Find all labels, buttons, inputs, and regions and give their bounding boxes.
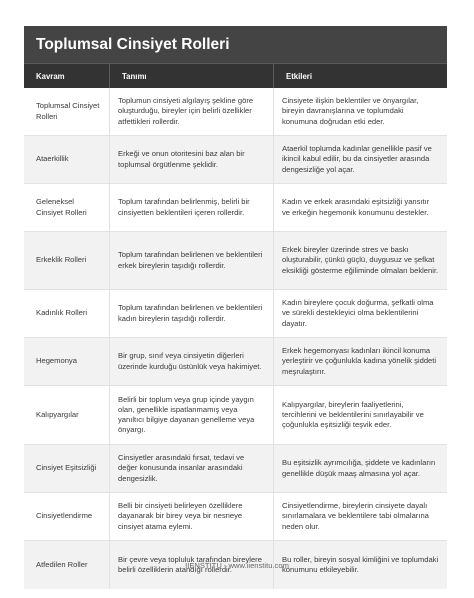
effect-cell: Kadın ve erkek arasındaki eşitsizliği yansıtır ve erkeğin hegemonik konumunu destekler. <box>282 197 430 217</box>
page-title: Toplumsal Cinsiyet Rolleri <box>24 26 447 63</box>
effect-cell: Bu eşitsizlik ayrımcılığa, şiddete ve kadınların genellikle düşük maaş almasına yol açar. <box>282 458 436 478</box>
definition-cell: Toplum tarafından belirlenen ve beklentileri erkek bireylerin taşıdığı rollerdir. <box>110 232 274 289</box>
table-card <box>24 26 447 589</box>
table-row <box>24 232 447 290</box>
definition-cell: Toplumun cinsiyeti algılayış şekline göre oluşturduğu, bireyler için belirli özellikler atfettikleri rollerdir. <box>110 88 274 135</box>
table-row <box>24 493 447 541</box>
term-cell: Ataerkillik <box>24 136 110 183</box>
table-row <box>24 136 447 184</box>
definition-cell: Toplum tarafından belirlenen ve beklentileri kadın bireylerin taşıdığı rollerdir. <box>110 290 274 337</box>
term-cell: Cinsiyet Eşitsizliği <box>24 445 110 492</box>
definition-cell: Bir çevre veya topluluk tarafından bireylere belirli özelliklerin atandığı rollerdir. <box>110 541 274 589</box>
table-body <box>24 88 447 589</box>
table-header <box>24 63 447 88</box>
footer-credit: IIENSTITU - www.iienstitu.com <box>185 561 289 570</box>
term-cell: Cinsiyetlendirme <box>24 493 110 540</box>
table-row <box>24 290 447 338</box>
definition-cell: Belirli bir toplum veya grup içinde yaygın olan, genellikle ispatlanmamış veya yanıltıcı bilgiye dayanan genelleme veya önyargı. <box>110 386 274 444</box>
effect-cell: Ataerkil toplumda kadınlar genellikle pasif ve ikincil kabul edilir, bu da cinsiyetler arasında dengesizliğe yol açar. <box>282 144 432 174</box>
term-cell: Kadınlık Rolleri <box>24 290 110 337</box>
term-cell: Erkeklik Rolleri <box>24 232 110 289</box>
term-cell: Kalıpyargılar <box>24 386 110 444</box>
definition-cell: Cinsiyetler arasındaki fırsat, tedavi ve değer konusunda insanlar arasındaki dengesizlik. <box>110 445 274 492</box>
effect-cell: Kadın bireylere çocuk doğurma, şefkatli olma ve sürekli destekleyici olma beklentilerini dayatır. <box>282 298 434 328</box>
column-header-etkileri: Etkileri <box>286 71 313 81</box>
term-cell: Hegemonya <box>24 338 110 385</box>
definition-cell: Erkeği ve onun otoritesini baz alan bir toplumsal örgütlenme şeklidir. <box>110 136 274 183</box>
effect-cell: Cinsiyetlendirme, bireylerin cinsiyete dayalı sınırlamalara ve beklentilere tabi olmalarına neden olur. <box>282 501 429 531</box>
definition-cell: Belli bir cinsiyeti belirleyen özelliklere dayanarak bir birey veya bir nesneye cinsiyet atama eylemi. <box>110 493 274 540</box>
column-header-tanimi: Tanımı <box>110 64 274 88</box>
term-cell: Atfedilen Roller <box>24 541 110 589</box>
effect-cell: Erkek bireyler üzerinde stres ve baskı oluşturabilir, çünkü güçlü, duygusuz ve şefkat eksikliği gösterme eğiliminde olmaları beklenir. <box>282 245 439 275</box>
effect-cell: Bu roller, bireyin sosyal kimliğini ve toplumdaki konumunu etkileyebilir. <box>282 554 439 574</box>
term-cell: Toplumsal Cinsiyet Rolleri <box>24 88 110 135</box>
table-row <box>24 386 447 445</box>
table-row <box>24 445 447 493</box>
table-row <box>24 88 447 136</box>
term-cell: Geleneksel Cinsiyet Rolleri <box>24 184 110 231</box>
definition-cell: Bir grup, sınıf veya cinsiyetin diğerleri üzerinde kurduğu üstünlük veya hakimiyet. <box>110 338 274 385</box>
table-row <box>24 338 447 386</box>
table-row <box>24 184 447 232</box>
column-header-kavram: Kavram <box>24 64 110 88</box>
effect-cell: Cinsiyete ilişkin beklentiler ve önyargılar, bireyin davranışlarına ve toplumdaki konumuna doğrudan etki eder. <box>282 96 419 126</box>
effect-cell: Kalıpyargılar, bireylerin faaliyetlerini, tercihlerini ve beklentilerini sınırlayabilir ve çoğunlukla eşitsizliği teşvik eder. <box>282 399 424 430</box>
effect-cell: Erkek hegemonyası kadınları ikincil konuma yerleştirir ve çoğunlukla kadına yönelik şiddeti meşrulaştırır. <box>282 346 437 376</box>
definition-cell: Toplum tarafından belirlenmiş, belirli bir cinsiyetten beklentileri içeren rollerdir. <box>110 184 274 231</box>
